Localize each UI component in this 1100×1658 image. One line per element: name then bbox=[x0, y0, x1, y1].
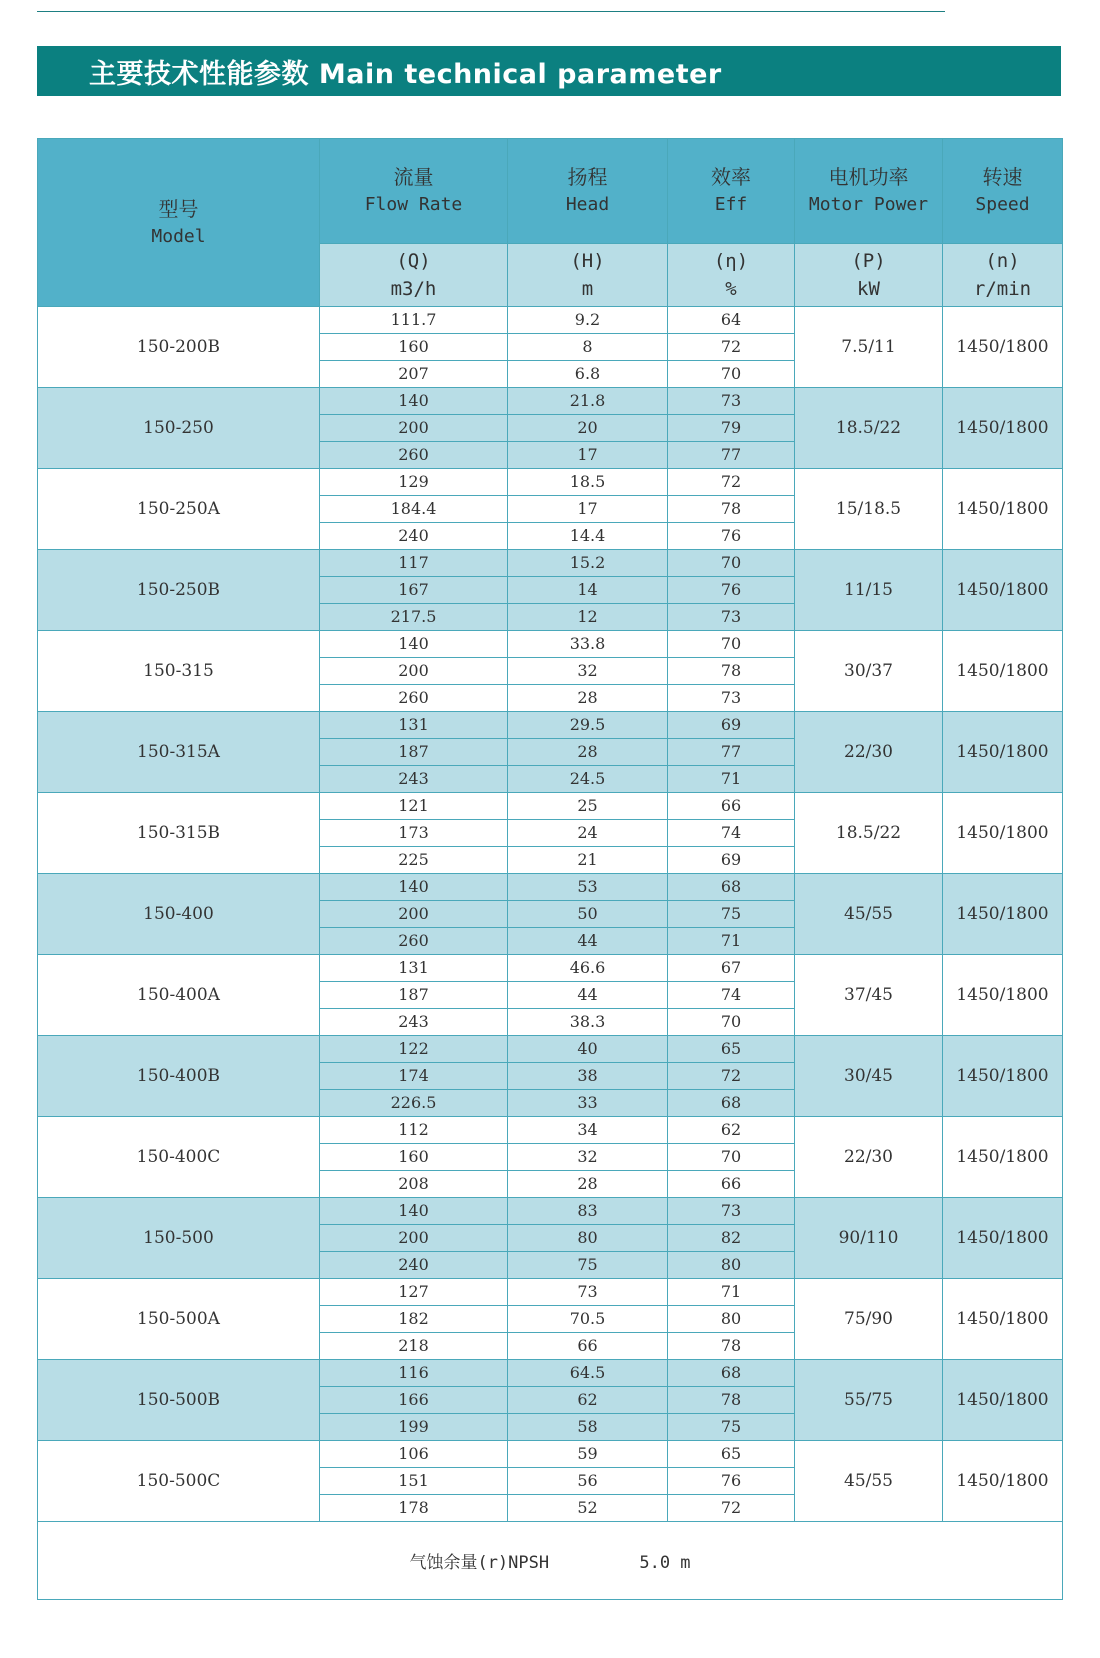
model-cell: 150-500B bbox=[38, 1360, 320, 1441]
table-row bbox=[38, 874, 1063, 901]
eff-cell: 74 bbox=[668, 982, 795, 1009]
speed-cell: 1450/1800 bbox=[943, 712, 1063, 793]
technical-parameter-table bbox=[37, 138, 1063, 1600]
eff-cell: 73 bbox=[668, 685, 795, 712]
flow-cell: 243 bbox=[320, 766, 508, 793]
head-cell: 28 bbox=[508, 739, 668, 766]
head-cell: 18.5 bbox=[508, 469, 668, 496]
flow-unit-label: m3/h bbox=[390, 278, 437, 300]
head-cell: 38.3 bbox=[508, 1009, 668, 1036]
flow-cell: 140 bbox=[320, 1198, 508, 1225]
head-cell: 52 bbox=[508, 1495, 668, 1522]
speed-cell: 1450/1800 bbox=[943, 1198, 1063, 1279]
eff-cell: 74 bbox=[668, 820, 795, 847]
head-cell: 15.2 bbox=[508, 550, 668, 577]
flow-cell: 187 bbox=[320, 982, 508, 1009]
eff-cell: 70 bbox=[668, 1144, 795, 1171]
flow-cell: 200 bbox=[320, 901, 508, 928]
model-cell: 150-400C bbox=[38, 1117, 320, 1198]
flow-cell: 127 bbox=[320, 1279, 508, 1306]
power-header-en: Motor Power bbox=[808, 194, 929, 215]
eff-cell: 69 bbox=[668, 712, 795, 739]
eff-cell: 72 bbox=[668, 469, 795, 496]
flow-cell: 151 bbox=[320, 1468, 508, 1495]
table-row bbox=[38, 1279, 1063, 1306]
model-cell: 150-400B bbox=[38, 1036, 320, 1117]
flow-cell: 140 bbox=[320, 388, 508, 415]
table-row bbox=[38, 712, 1063, 739]
head-header bbox=[508, 139, 668, 244]
eff-unit-label: % bbox=[725, 278, 737, 300]
flow-cell: 122 bbox=[320, 1036, 508, 1063]
flow-header-en: Flow Rate bbox=[364, 194, 463, 215]
flow-cell: 116 bbox=[320, 1360, 508, 1387]
eff-cell: 78 bbox=[668, 496, 795, 523]
power-unit-label: kW bbox=[857, 278, 880, 300]
head-cell: 38 bbox=[508, 1063, 668, 1090]
head-unit-label: m bbox=[581, 278, 594, 300]
head-header-cn: 扬程 bbox=[567, 165, 608, 189]
speed-cell: 1450/1800 bbox=[943, 793, 1063, 874]
head-cell: 33.8 bbox=[508, 631, 668, 658]
speed-unit-label: r/min bbox=[973, 278, 1032, 300]
flow-cell: 167 bbox=[320, 577, 508, 604]
eff-cell: 73 bbox=[668, 388, 795, 415]
eff-cell: 73 bbox=[668, 604, 795, 631]
head-cell: 34 bbox=[508, 1117, 668, 1144]
head-cell: 64.5 bbox=[508, 1360, 668, 1387]
header-row bbox=[38, 139, 1063, 244]
model-cell: 150-200B bbox=[38, 307, 320, 388]
model-cell: 150-250B bbox=[38, 550, 320, 631]
flow-cell: 117 bbox=[320, 550, 508, 577]
table-row bbox=[38, 307, 1063, 334]
head-cell: 46.6 bbox=[508, 955, 668, 982]
eff-cell: 78 bbox=[668, 1387, 795, 1414]
speed-cell: 1450/1800 bbox=[943, 307, 1063, 388]
eff-cell: 75 bbox=[668, 1414, 795, 1441]
eff-cell: 66 bbox=[668, 1171, 795, 1198]
speed-cell: 1450/1800 bbox=[943, 1279, 1063, 1360]
power-cell: 45/55 bbox=[795, 874, 943, 955]
eff-cell: 67 bbox=[668, 955, 795, 982]
head-cell: 32 bbox=[508, 658, 668, 685]
eff-cell: 76 bbox=[668, 577, 795, 604]
model-cell: 150-400A bbox=[38, 955, 320, 1036]
eff-cell: 64 bbox=[668, 307, 795, 334]
head-cell: 25 bbox=[508, 793, 668, 820]
flow-unit bbox=[320, 244, 508, 307]
flow-cell: 160 bbox=[320, 334, 508, 361]
power-cell: 55/75 bbox=[795, 1360, 943, 1441]
flow-cell: 166 bbox=[320, 1387, 508, 1414]
eff-cell: 70 bbox=[668, 631, 795, 658]
flow-cell: 260 bbox=[320, 928, 508, 955]
flow-cell: 173 bbox=[320, 820, 508, 847]
head-cell: 44 bbox=[508, 982, 668, 1009]
power-cell: 18.5/22 bbox=[795, 388, 943, 469]
head-header-en: Head bbox=[565, 194, 610, 215]
flow-cell: 112 bbox=[320, 1117, 508, 1144]
eff-cell: 76 bbox=[668, 1468, 795, 1495]
table-row bbox=[38, 388, 1063, 415]
head-cell: 58 bbox=[508, 1414, 668, 1441]
head-cell: 9.2 bbox=[508, 307, 668, 334]
speed-cell: 1450/1800 bbox=[943, 874, 1063, 955]
eff-header bbox=[668, 139, 795, 244]
flow-cell: 184.4 bbox=[320, 496, 508, 523]
head-cell: 17 bbox=[508, 442, 668, 469]
power-cell: 15/18.5 bbox=[795, 469, 943, 550]
eff-header-cn: 效率 bbox=[711, 165, 751, 189]
footer-row bbox=[38, 1522, 1063, 1600]
eff-cell: 66 bbox=[668, 793, 795, 820]
table-row bbox=[38, 1036, 1063, 1063]
model-cell: 150-315B bbox=[38, 793, 320, 874]
eff-cell: 68 bbox=[668, 1090, 795, 1117]
flow-header bbox=[320, 139, 508, 244]
npsh-label: 气蚀余量(r)NPSH bbox=[409, 1553, 550, 1573]
speed-cell: 1450/1800 bbox=[943, 1441, 1063, 1522]
eff-cell: 65 bbox=[668, 1036, 795, 1063]
speed-header bbox=[943, 139, 1063, 244]
flow-cell: 217.5 bbox=[320, 604, 508, 631]
eff-cell: 71 bbox=[668, 1279, 795, 1306]
eff-cell: 70 bbox=[668, 1009, 795, 1036]
flow-cell: 226.5 bbox=[320, 1090, 508, 1117]
head-cell: 62 bbox=[508, 1387, 668, 1414]
eff-cell: 65 bbox=[668, 1441, 795, 1468]
head-cell: 70.5 bbox=[508, 1306, 668, 1333]
table-row bbox=[38, 550, 1063, 577]
head-cell: 29.5 bbox=[508, 712, 668, 739]
speed-header-en: Speed bbox=[975, 194, 1030, 215]
speed-cell: 1450/1800 bbox=[943, 550, 1063, 631]
head-cell: 32 bbox=[508, 1144, 668, 1171]
flow-cell: 200 bbox=[320, 1225, 508, 1252]
speed-cell: 1450/1800 bbox=[943, 1036, 1063, 1117]
power-header-cn: 电机功率 bbox=[828, 165, 909, 189]
table-row bbox=[38, 469, 1063, 496]
eff-cell: 69 bbox=[668, 847, 795, 874]
flow-cell: 240 bbox=[320, 523, 508, 550]
power-symbol: (P) bbox=[851, 250, 886, 272]
flow-cell: 131 bbox=[320, 712, 508, 739]
flow-cell: 240 bbox=[320, 1252, 508, 1279]
flow-cell: 121 bbox=[320, 793, 508, 820]
speed-cell: 1450/1800 bbox=[943, 1360, 1063, 1441]
power-cell: 7.5/11 bbox=[795, 307, 943, 388]
power-unit bbox=[795, 244, 943, 307]
power-cell: 22/30 bbox=[795, 1117, 943, 1198]
model-cell: 150-400 bbox=[38, 874, 320, 955]
flow-cell: 187 bbox=[320, 739, 508, 766]
eff-cell: 72 bbox=[668, 1495, 795, 1522]
table-body bbox=[38, 307, 1063, 1522]
power-cell: 11/15 bbox=[795, 550, 943, 631]
flow-cell: 106 bbox=[320, 1441, 508, 1468]
eff-cell: 78 bbox=[668, 658, 795, 685]
eff-cell: 72 bbox=[668, 334, 795, 361]
table-row bbox=[38, 1198, 1063, 1225]
eff-unit bbox=[668, 244, 795, 307]
flow-cell: 178 bbox=[320, 1495, 508, 1522]
eff-cell: 77 bbox=[668, 739, 795, 766]
flow-cell: 131 bbox=[320, 955, 508, 982]
eff-header-en: Eff bbox=[714, 194, 748, 215]
flow-cell: 182 bbox=[320, 1306, 508, 1333]
flow-cell: 200 bbox=[320, 658, 508, 685]
top-rule bbox=[37, 11, 945, 12]
head-cell: 20 bbox=[508, 415, 668, 442]
head-cell: 75 bbox=[508, 1252, 668, 1279]
power-cell: 75/90 bbox=[795, 1279, 943, 1360]
flow-cell: 140 bbox=[320, 631, 508, 658]
speed-cell: 1450/1800 bbox=[943, 388, 1063, 469]
speed-cell: 1450/1800 bbox=[943, 469, 1063, 550]
speed-cell: 1450/1800 bbox=[943, 955, 1063, 1036]
power-header bbox=[795, 139, 943, 244]
eff-cell: 71 bbox=[668, 766, 795, 793]
head-symbol: (H) bbox=[570, 250, 605, 272]
eff-cell: 80 bbox=[668, 1252, 795, 1279]
power-cell: 18.5/22 bbox=[795, 793, 943, 874]
head-cell: 59 bbox=[508, 1441, 668, 1468]
table-row bbox=[38, 631, 1063, 658]
eff-cell: 77 bbox=[668, 442, 795, 469]
head-cell: 28 bbox=[508, 1171, 668, 1198]
model-cell: 150-500 bbox=[38, 1198, 320, 1279]
head-cell: 66 bbox=[508, 1333, 668, 1360]
head-cell: 44 bbox=[508, 928, 668, 955]
head-cell: 24.5 bbox=[508, 766, 668, 793]
model-header bbox=[38, 139, 320, 307]
head-cell: 8 bbox=[508, 334, 668, 361]
table-row bbox=[38, 793, 1063, 820]
eff-cell: 72 bbox=[668, 1063, 795, 1090]
section-banner bbox=[37, 46, 1061, 96]
speed-header-cn: 转速 bbox=[982, 165, 1023, 189]
model-cell: 150-250 bbox=[38, 388, 320, 469]
head-cell: 28 bbox=[508, 685, 668, 712]
model-cell: 150-500A bbox=[38, 1279, 320, 1360]
flow-cell: 200 bbox=[320, 415, 508, 442]
eff-cell: 71 bbox=[668, 928, 795, 955]
head-cell: 14 bbox=[508, 577, 668, 604]
power-cell: 45/55 bbox=[795, 1441, 943, 1522]
flow-cell: 160 bbox=[320, 1144, 508, 1171]
head-cell: 83 bbox=[508, 1198, 668, 1225]
model-cell: 150-500C bbox=[38, 1441, 320, 1522]
eff-symbol: (η) bbox=[713, 250, 749, 272]
head-cell: 12 bbox=[508, 604, 668, 631]
flow-cell: 225 bbox=[320, 847, 508, 874]
table-row bbox=[38, 1117, 1063, 1144]
table-row bbox=[38, 1360, 1063, 1387]
head-cell: 73 bbox=[508, 1279, 668, 1306]
model-header-cn: 型号 bbox=[158, 196, 199, 221]
head-cell: 40 bbox=[508, 1036, 668, 1063]
flow-cell: 243 bbox=[320, 1009, 508, 1036]
head-cell: 53 bbox=[508, 874, 668, 901]
power-cell: 22/30 bbox=[795, 712, 943, 793]
flow-cell: 260 bbox=[320, 442, 508, 469]
section-title: 主要技术性能参数 Main technical parameter bbox=[89, 58, 722, 90]
flow-cell: 111.7 bbox=[320, 307, 508, 334]
npsh-cell bbox=[38, 1522, 1063, 1600]
power-cell: 30/45 bbox=[795, 1036, 943, 1117]
speed-cell: 1450/1800 bbox=[943, 1117, 1063, 1198]
head-cell: 21.8 bbox=[508, 388, 668, 415]
flow-cell: 207 bbox=[320, 361, 508, 388]
model-header-en: Model bbox=[151, 225, 206, 247]
flow-cell: 208 bbox=[320, 1171, 508, 1198]
power-cell: 90/110 bbox=[795, 1198, 943, 1279]
head-cell: 17 bbox=[508, 496, 668, 523]
flow-cell: 174 bbox=[320, 1063, 508, 1090]
eff-cell: 80 bbox=[668, 1306, 795, 1333]
eff-cell: 75 bbox=[668, 901, 795, 928]
head-cell: 21 bbox=[508, 847, 668, 874]
head-cell: 80 bbox=[508, 1225, 668, 1252]
power-cell: 37/45 bbox=[795, 955, 943, 1036]
flow-symbol: (Q) bbox=[396, 250, 431, 272]
head-cell: 33 bbox=[508, 1090, 668, 1117]
flow-cell: 218 bbox=[320, 1333, 508, 1360]
eff-cell: 68 bbox=[668, 1360, 795, 1387]
head-cell: 50 bbox=[508, 901, 668, 928]
eff-cell: 76 bbox=[668, 523, 795, 550]
eff-cell: 70 bbox=[668, 550, 795, 577]
head-cell: 6.8 bbox=[508, 361, 668, 388]
head-unit bbox=[508, 244, 668, 307]
eff-cell: 62 bbox=[668, 1117, 795, 1144]
eff-cell: 82 bbox=[668, 1225, 795, 1252]
head-cell: 24 bbox=[508, 820, 668, 847]
eff-cell: 79 bbox=[668, 415, 795, 442]
model-cell: 150-315A bbox=[38, 712, 320, 793]
power-cell: 30/37 bbox=[795, 631, 943, 712]
flow-cell: 260 bbox=[320, 685, 508, 712]
npsh-value: 5.0 m bbox=[639, 1553, 691, 1573]
head-cell: 14.4 bbox=[508, 523, 668, 550]
speed-symbol: (n) bbox=[985, 250, 1020, 272]
eff-cell: 73 bbox=[668, 1198, 795, 1225]
head-cell: 56 bbox=[508, 1468, 668, 1495]
table-row bbox=[38, 1441, 1063, 1468]
table-row bbox=[38, 955, 1063, 982]
speed-unit bbox=[943, 244, 1063, 307]
eff-cell: 78 bbox=[668, 1333, 795, 1360]
flow-header-cn: 流量 bbox=[393, 165, 434, 189]
eff-cell: 70 bbox=[668, 361, 795, 388]
model-cell: 150-250A bbox=[38, 469, 320, 550]
speed-cell: 1450/1800 bbox=[943, 631, 1063, 712]
flow-cell: 129 bbox=[320, 469, 508, 496]
flow-cell: 140 bbox=[320, 874, 508, 901]
model-cell: 150-315 bbox=[38, 631, 320, 712]
flow-cell: 199 bbox=[320, 1414, 508, 1441]
eff-cell: 68 bbox=[668, 874, 795, 901]
